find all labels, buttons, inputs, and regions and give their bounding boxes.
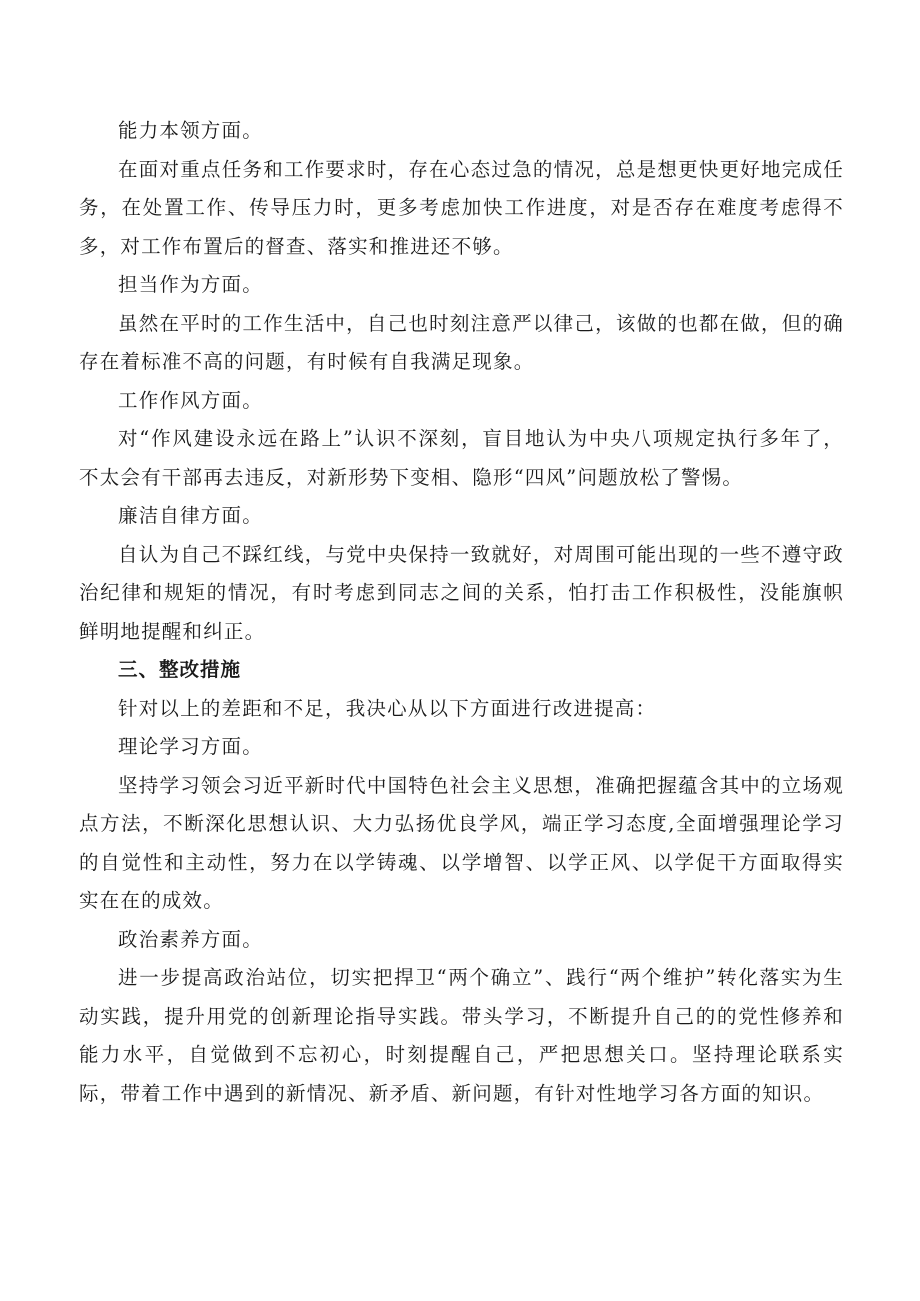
paragraph-theory-study: 坚持学习领会习近平新时代中国特色社会主义思想，准确把握蕴含其中的立场观点方法，不断深化思想认识、大力弘扬优良学风，端正学习态度,全面增强理论学习的自觉性和主动性，努力在以学铸魂、以学增智、以学正风、以学促干方面取得实实在在的成效。 (79, 773, 844, 912)
paragraph-responsibility: 虽然在平时的工作生活中，自己也时刻注意严以律己，该做的也都在做，但的确存在着标准不高的问题，有时候有自我满足现象。 (79, 311, 844, 373)
paragraph-work-style: 对“作风建设永远在路上”认识不深刻，盲目地认为中央八项规定执行多年了，不太会有干部再去违反，对新形势下变相、隐形“四风”问题放松了警惕。 (79, 427, 844, 489)
subhead-integrity: 廉洁自律方面。 (118, 504, 263, 527)
subhead-work-style: 工作作风方面。 (118, 388, 263, 412)
paragraph-political-quality: 进一步提高政治站位，切实把捍卫“两个确立”、践行“两个维护”转化落实为生动实践，提升用党的创新理论指导实践。带头学习，不断提升自己的的党性修养和能力水平，自觉做到不忘初心，时刻提醒自己，严把思想关口。坚持理论联系实际，带着工作中遇到的新情况、新矛盾、新问题，有针对性地学习各方面的知识。 (79, 966, 844, 1105)
paragraph-integrity: 自认为自己不踩红线，与党中央保持一致就好，对周围可能出现的一些不遵守政治纪律和规矩的情况，有时考虑到同志之间的关系，怕打击工作积极性，没能旗帜鲜明地提醒和纠正。 (79, 542, 844, 643)
paragraph-ability: 在面对重点任务和工作要求时，存在心态过急的情况，总是想更快更好地完成任务，在处置工作、传导压力时，更多考虑加快工作进度，对是否存在难度考虑得不多，对工作布置后的督查、落实和推进还不够。 (79, 157, 844, 258)
subhead-responsibility: 担当作为方面。 (118, 273, 263, 296)
subhead-political-quality: 政治素养方面。 (118, 927, 263, 951)
section-heading-rectification: 三、整改措施 (118, 658, 242, 681)
paragraph-intro: 针对以上的差距和不足，我决心从以下方面进行改进提高： (118, 696, 657, 720)
document-body (79, 112, 844, 1113)
subhead-theory-study: 理论学习方面。 (118, 735, 263, 758)
subhead-ability: 能力本领方面。 (118, 119, 263, 142)
